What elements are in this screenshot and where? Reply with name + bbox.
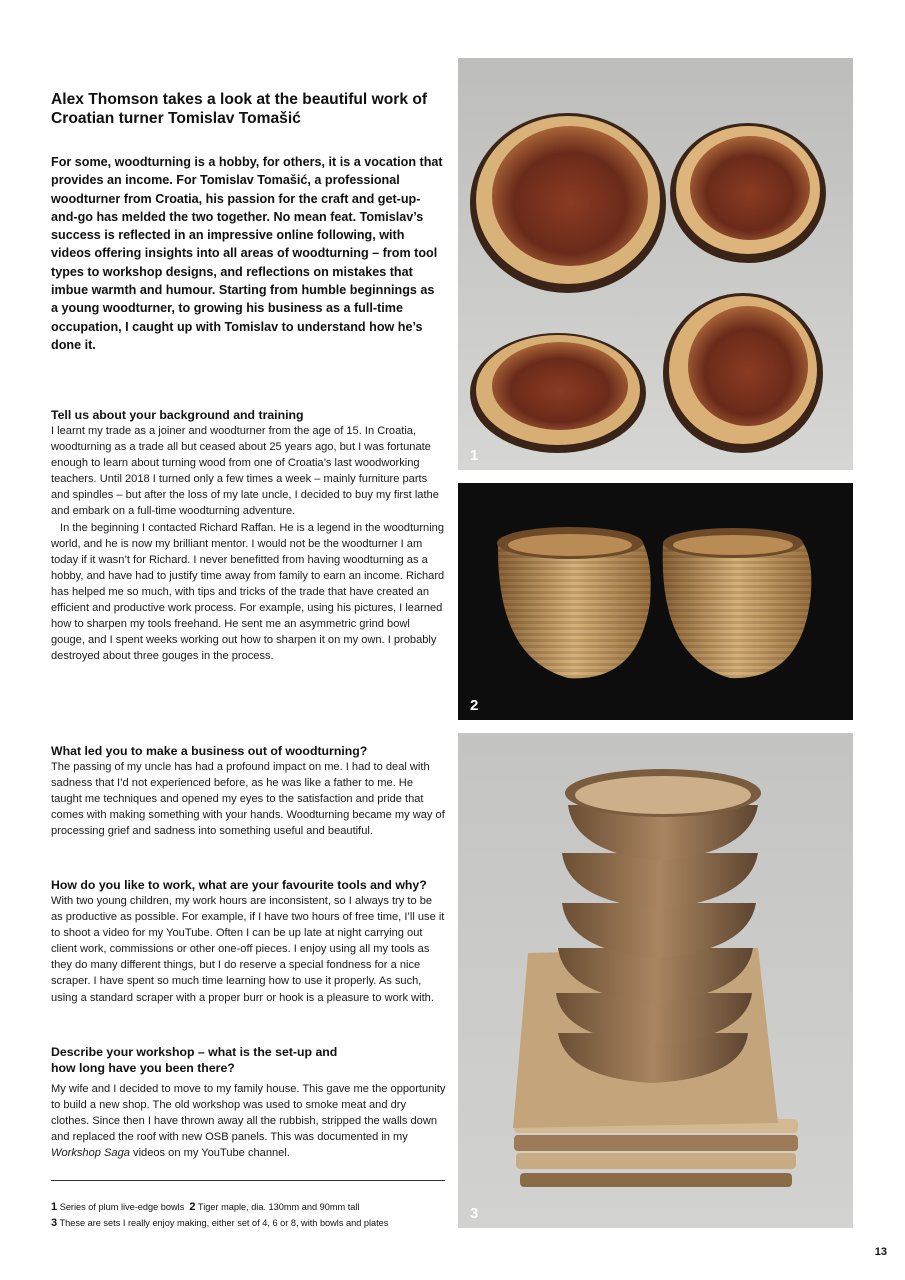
series-title: Workshop Saga (51, 1147, 130, 1160)
section-paragraph: I learnt my trade as a joiner and woodturner from the age of 15. In Croatia, woodturning as a trade all but ceased about 25 years ago, but I was fortunate enough to learn about turning wood from one of Croatia’s last woodworking teachers. Until 2018 I turned only a few times a week – mainly furniture parts and spindles – but after the loss of my late uncle, I decided to buy my first lathe and embark on a full-time woodturning adventure. (51, 425, 439, 518)
caption-line (51, 1200, 451, 1216)
plum-bowls-photo (458, 58, 853, 470)
section-title: How do you like to work, what are your favourite tools and why? (51, 878, 427, 892)
plum-bowls-illustration (458, 58, 853, 470)
stacked-bowls-illustration (458, 733, 853, 1228)
article-headline: Alex Thomson takes a look at the beautiful work of Croatian turner Tomislav Tomašić (51, 91, 428, 127)
maple-bowls-illustration (458, 483, 853, 720)
caption-text: These are sets I really enjoy making, either set of 4, 6 or 8, with bowls and plates (59, 1217, 389, 1228)
section-tools (51, 877, 446, 1006)
section-paragraph: The passing of my uncle has had a profound impact on me. I had to deal with sadness that I’d not experienced before, as he was like a father to me. He taught me techniques and opened my eyes to the satisfaction and pride that comes with making something with your hands. Woodturning became my way of processing grief and sadness into something useful and beautiful. (51, 761, 445, 838)
maple-bowls-photo (458, 483, 853, 720)
article-standfirst: For some, woodturning is a hobby, for others, it is a vocation that provides an income. For Tomislav Tomašić, a professional woodturner from Croatia, his passion for the craft and get-up-and-go has melded the two together. No mean feat. Tomislav’s success is reflected in an impressive online following, with videos offering insights into all areas of woodturning – from tool types to workshop designs, and reflections on mistakes that imbue warmth and humour. Starting from humble beginnings as a young woodturner, to growing his business as a full-time occupation, I caught up with Tomislav to understand how he’s done it. (51, 155, 443, 352)
section-business (51, 743, 446, 839)
section-paragraph: With two young children, my work hours are inconsistent, so I always try to be as productive as possible. For example, if I have two hours of free time, I’ll use it to shoot a video for my YouTube. Often I can be up late at night carrying out client work, commissions or other one-off pieces. I enjoy using all my tools as they do many different things, but I do reserve a special fondness for a nice scraper. I have spent so much time learning how to use it properly. As such, using a standard scraper with a proper burr or hook is a pleasure to work with. (51, 895, 445, 1004)
stacked-bowls-photo (458, 733, 853, 1228)
photo-number: 3 (470, 1205, 479, 1222)
section-workshop-title-wrap (51, 1044, 351, 1076)
section-background (51, 407, 446, 664)
section-paragraph (51, 1081, 446, 1161)
caption-text: Series of plum live-edge bowls (59, 1202, 185, 1212)
section-paragraph-text: My wife and I decided to move to my family house. This gave me the opportunity to build a new shop. The old workshop was used to smoke meat and dry clothes. Since then I have thrown away all the rubbish, stripped the walls down and replaced the roof with new OSB panels. This was documented in my (51, 1083, 446, 1144)
photo-number: 2 (470, 697, 479, 714)
caption-number: 3 (51, 1216, 58, 1229)
caption-number: 2 (189, 1201, 196, 1213)
page-number: 13 (874, 1246, 887, 1258)
section-paragraph: In the beginning I contacted Richard Raffan. He is a legend in the woodturning world, and he is now my brilliant mentor. I would not be the woodturner I am today if it wasn’t for Richard. I never benefitted from having woodturning as a hobby, and have had to justify time away from family to earn an income. Richard has helped me so much, with tips and tricks of the trade that have created an efficient and productive work process. For example, using his pictures, I learned how to sharpen my tools freehand. He sent me an asymmetric grind bowl gouge, and I spent weeks working out how to sharpen it on my own. I probably destroyed about three gouges in the process. (51, 521, 445, 663)
section-workshop (51, 1081, 446, 1161)
photo-captions (51, 1200, 451, 1232)
caption-text: Tiger maple, dia. 130mm and 90mm tall (197, 1202, 360, 1212)
caption-line (51, 1216, 451, 1232)
section-title: Describe your workshop – what is the set-up and how long have you been there? (51, 1045, 338, 1075)
photo-number: 1 (470, 447, 479, 464)
caption-number: 1 (51, 1201, 58, 1213)
section-paragraph-tail: videos on my YouTube channel. (129, 1147, 290, 1160)
caption-divider (51, 1180, 445, 1181)
section-title: Tell us about your background and training (51, 408, 304, 422)
section-title: What led you to make a business out of woodturning? (51, 744, 368, 758)
